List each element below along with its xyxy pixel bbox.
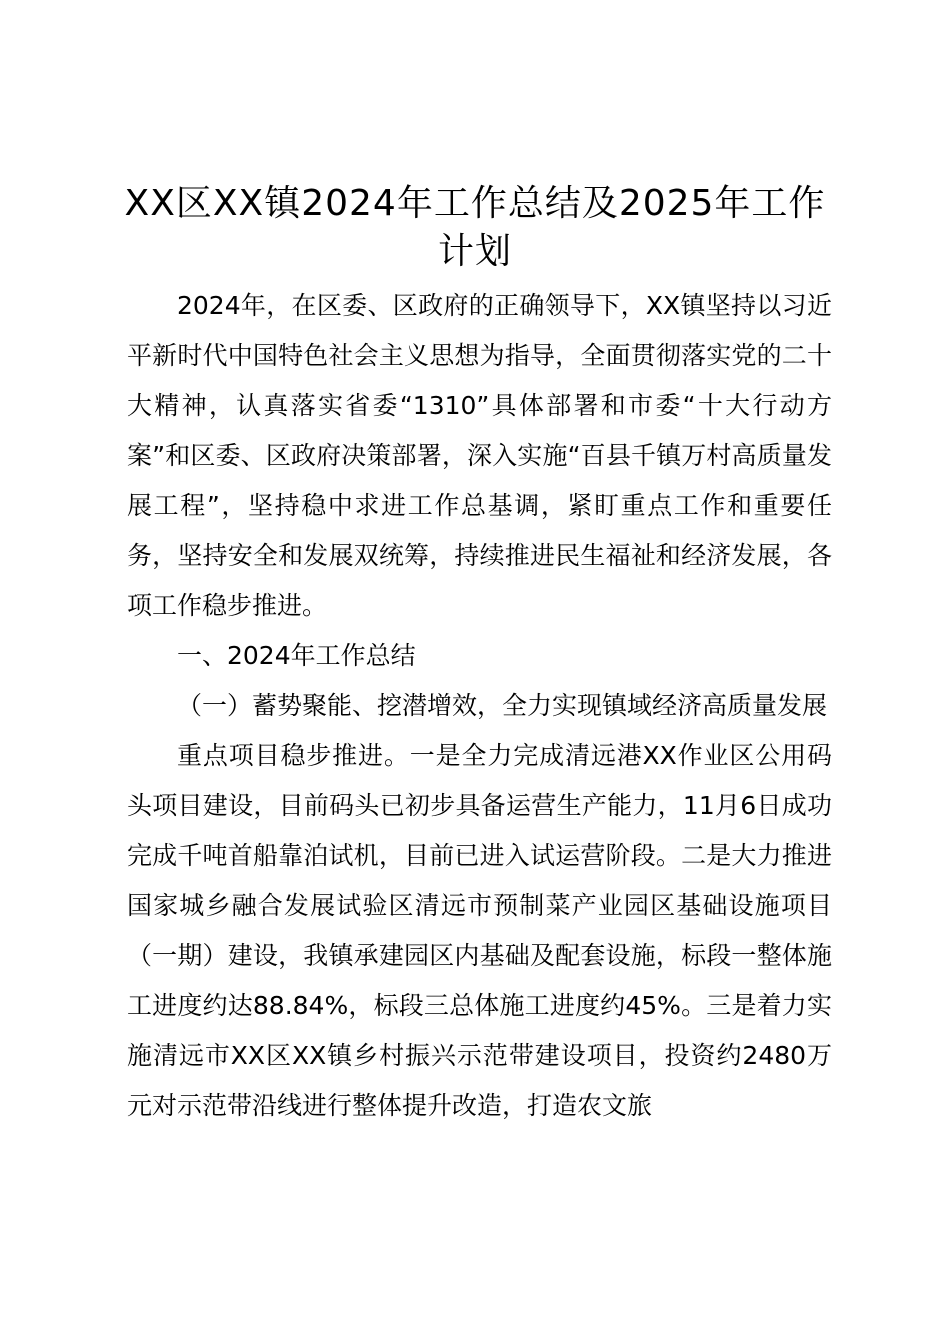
section-heading: 一、2024年工作总结 <box>177 641 416 670</box>
subsection-heading: （一）蓄势聚能、挖潜增效，全力实现镇域经济高质量发展 <box>177 691 828 720</box>
document-body <box>127 281 832 1131</box>
document-title: XX区XX镇2024年工作总结及2025年工作计划 <box>124 183 826 272</box>
body-paragraph: 重点项目稳步推进。一是全力完成清远港XX作业区公用码头项目建设，目前码头已初步具备运营生产能力，11月6日成功完成千吨首船靠泊试机，目前已进入试运营阶段。二是大力推进国家城乡融合发展试验区清远市预制菜产业园区基础设施项目（一期）建设，我镇承建园区内基础及配套设施，标段一整体施工进度约达88.84%，标段三总体施工进度约45%。三是着力实施清远市XX区XX镇乡村振兴示范带建设项目，投资约2480万元对示范带沿线进行整体提升改造，打造农文旅 <box>127 741 832 1120</box>
intro-paragraph: 2024年，在区委、区政府的正确领导下，XX镇坚持以习近平新时代中国特色社会主义思想为指导，全面贯彻落实党的二十大精神，认真落实省委“1310”具体部署和市委“十大行动方案”和区委、区政府决策部署，深入实施“百县千镇万村高质量发展工程”，坚持稳中求进工作总基调，紧盯重点工作和重要任务，坚持安全和发展双统筹，持续推进民生福祉和经济发展，各项工作稳步推进。 <box>127 291 832 620</box>
